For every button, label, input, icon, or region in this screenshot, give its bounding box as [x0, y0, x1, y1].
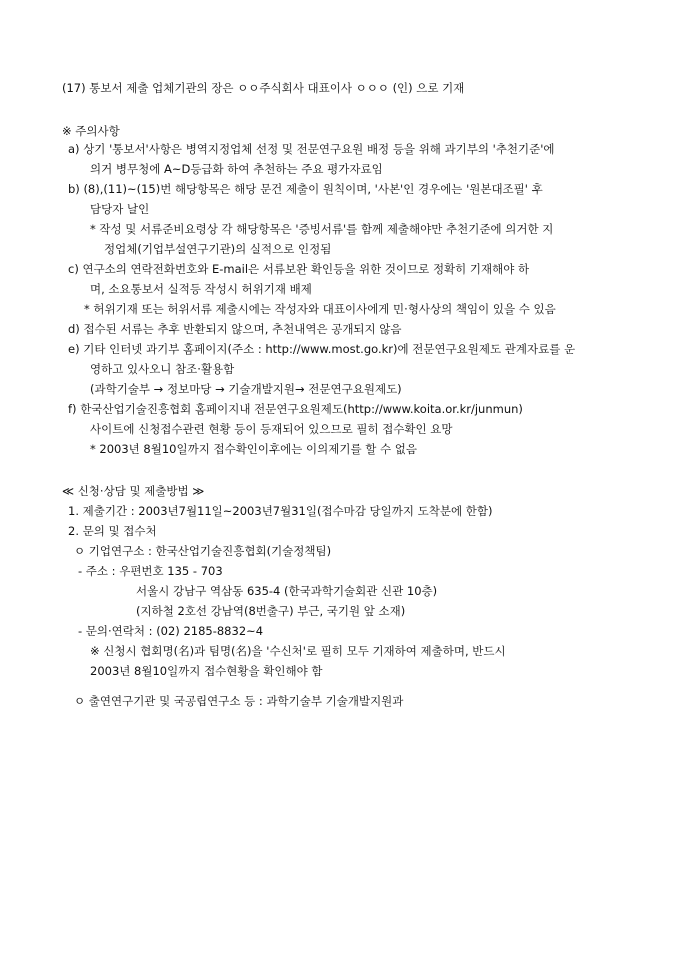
- address-street: 서울시 강남구 역삼동 635-4 (한국과학기술회관 신관 10층): [136, 584, 438, 598]
- note-b-line2: 담당자 날인: [90, 202, 150, 216]
- note-f-line2: 사이트에 신청접수관련 현황 등이 등재되어 있으므로 필히 접수확인 요망: [90, 422, 453, 436]
- note-e-path: (과학기술부 → 정보마당 → 기술개발지원→ 전문연구요원제도): [90, 382, 402, 396]
- note-d: d) 접수된 서류는 추후 반환되지 않으며, 추천내역은 공개되지 않음: [68, 322, 402, 336]
- note-c-line1: c) 연구소의 연락전화번호와 E-mail은 서류보완 확인등을 위한 것이므로 정확히 기재해야 하: [68, 262, 530, 276]
- note-a-line2: 의거 병무청에 A~D등급화 하여 추천하는 주요 평가자료임: [90, 162, 383, 176]
- submission-note-line2: 2003년 8월10일까지 접수현황을 확인해야 함: [90, 664, 323, 678]
- note-c-sub: * 허위기재 또는 허위서류 제출시에는 작성자와 대표이사에게 민·형사상의 책임이 있을 수 있음: [84, 302, 556, 316]
- caution-heading: ※ 주의사항: [62, 124, 120, 138]
- note-a-line1: a) 상기 '통보서'사항은 병역지정업체 선정 및 전문연구요원 배정 등을 위해 과기부의 '추천기준'에: [68, 142, 555, 156]
- public-institutes-office: ㅇ 출연연구기관 및 국공립연구소 등 : 과학기술부 기술개발지원과: [74, 694, 404, 708]
- note-b-line1: b) (8),(11)~(15)번 해당항목은 해당 문건 제출이 원칙이며, '사본'인 경우에는 '원본대조필' 후: [68, 182, 543, 196]
- note-b-sub-line2: 정업체(기업부설연구기관)의 실적으로 인정됨: [104, 242, 332, 256]
- note-c-line2: 며, 소요통보서 실적등 작성시 허위기재 배제: [90, 282, 312, 296]
- submission-note-line1: ※ 신청시 협회명(名)과 팀명(名)을 '수신처'로 필히 모두 기재하여 제출하며, 반드시: [90, 644, 506, 658]
- item-17-text: (17) 통보서 제출 업체기관의 장은 ㅇㅇ주식회사 대표이사 ㅇㅇㅇ (인) 으로 기재: [62, 81, 465, 95]
- note-e-line2: 영하고 있사오니 참조·활용함: [90, 362, 235, 376]
- section-heading: ≪ 신청·상담 및 제출방법 ≫: [62, 484, 205, 498]
- note-f-sub: * 2003년 8월10일까지 접수확인이후에는 이의제기를 할 수 없음: [90, 442, 417, 456]
- note-b-sub-line1: * 작성 및 서류준비요령상 각 해당항목은 '증빙서류'를 함께 제출해야만 추천기준에 의거한 지: [90, 222, 554, 236]
- note-f-line1: f) 한국산업기술진흥협회 홈페이지내 전문연구요원제도(http://www.koita.or.kr/junmun): [68, 402, 523, 416]
- submission-period: 1. 제출기간 : 2003년7월11일~2003년7월31일(접수마감 당일까지 도착분에 한함): [68, 504, 493, 518]
- contact-phone: - 문의·연락처 : (02) 2185-8832~4: [78, 624, 264, 638]
- note-e-line1: e) 기타 인터넷 과기부 홈페이지(주소 : http://www.most.go.kr)에 전문연구요원제도 관계자료를 운: [68, 342, 576, 356]
- address-postal: - 주소 : 우편번호 135 - 703: [78, 564, 223, 578]
- address-directions: (지하철 2호선 강남역(8번출구) 부근, 국기원 앞 소재): [136, 604, 406, 618]
- corporate-lab-office: ㅇ 기업연구소 : 한국산업기술진흥협회(기술정책팀): [74, 544, 332, 558]
- contact-heading: 2. 문의 및 접수처: [68, 524, 157, 538]
